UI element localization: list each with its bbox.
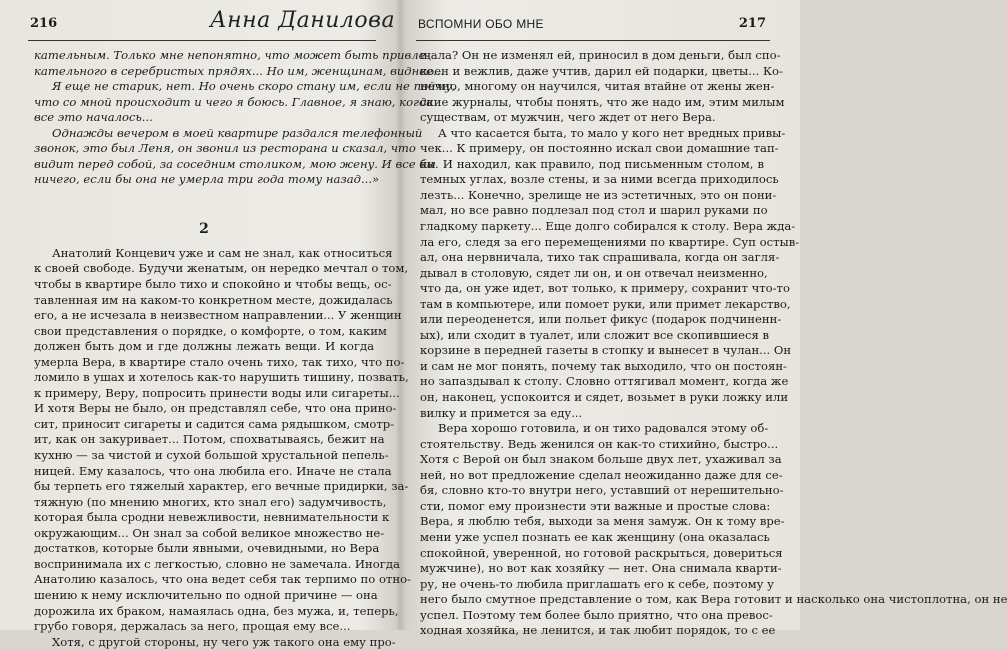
text-line: А что касается быта, то мало у кого нет вредных привы-: [438, 125, 786, 140]
text-line: сти, помог ему произнести эти важные и простые слова:: [420, 498, 771, 513]
text-line: существам, от мужчин, чего ждет от него Вера.: [420, 110, 716, 125]
text-line: ломило в ушах и хотелось как-то нарушить тишину, позвать,: [34, 370, 409, 385]
text-line: Вера хорошо готовила, и он тихо радовался этому об-: [438, 421, 769, 436]
text-line: кательным. Только мне непонятно, что может быть привле-: [34, 48, 430, 62]
right-page-number: 217: [738, 16, 766, 31]
text-line: темных углах, возле стены, и за ними всегда приходилось: [420, 172, 779, 187]
left-page-body: [34, 48, 456, 650]
text-line: Я еще не старик, нет. Но очень скоро стану им, если не пойму,: [52, 79, 456, 94]
text-line: ничего, если бы она не умерла три года тому назад...»: [34, 172, 380, 187]
text-line: коен и вежлив, даже учтив, дарил ей подарки, цветы... Ко-: [420, 63, 783, 78]
text-line: тяжную (по мнению многих, кто знал его) задумчивость,: [34, 494, 387, 509]
text-line: которая была сродни невежливости, невнимательности к: [34, 510, 390, 525]
text-line: кательного в серебристых прядях... Но им, женщинам, виднее...: [34, 63, 445, 78]
header-rule: [416, 40, 770, 41]
left-page: [0, 0, 456, 649]
text-line: его, а не исчезала в неизвестном направлении... У женщин: [34, 308, 402, 323]
text-line: Хотя с Верой он был знаком больше двух лет, ухаживал за: [420, 452, 782, 467]
text-line: ницей. Ему казалось, что она любила его. Иначе не стала: [34, 463, 392, 478]
text-line: нечно, многому он научился, читая втайне от жены жен-: [420, 79, 775, 94]
text-line: сит, приносит сигареты и садится сама рядышком, смотр-: [34, 416, 395, 431]
text-line: звонок, это был Леня, он звонил из ресторана и сказал, что: [34, 141, 416, 156]
text-line: Хотя, с другой стороны, ну чего уж такого она ему про-: [52, 634, 396, 649]
text-line: ней, но вот предложение сделал неожиданно даже для се-: [420, 467, 783, 482]
text-line: грубо говоря, держалась за него, прощая ему все...: [34, 619, 351, 634]
text-line: чтобы в квартире было тихо и спокойно и чтобы вещь, ос-: [34, 277, 392, 292]
text-line: но запаздывал к столу. Словно оттягивал момент, когда же: [420, 374, 789, 389]
header-rule: [28, 40, 376, 41]
text-line: И хотя Веры не было, он представлял себе, что она прино-: [34, 401, 397, 416]
text-line: что да, он уже идет, вот только, к примеру, сохранит что-то: [420, 281, 790, 296]
text-line: умерла Вера, в квартире стало очень тихо, так тихо, что по-: [34, 354, 405, 369]
text-line: ла его, следя за его перемещениями по квартире. Суп остыв-: [420, 234, 800, 249]
text-line: что со мной происходит и чего я боюсь. Главное, я знаю, когда: [34, 94, 434, 109]
text-line: шению к нему исключительно по одной причине — она: [34, 587, 378, 602]
text-line: Анатолий Концевич уже и сам не знал, как относиться: [52, 245, 393, 260]
text-line: Однажды вечером в моей квартире раздался телефонный: [52, 125, 423, 140]
text-line: него было смутное представление о том, как Вера готовит и насколько она чистоплотна, он не: [420, 592, 1007, 607]
text-line: спокойной, уверенной, но готовой раскрыться, довериться: [420, 545, 783, 560]
text-line: дорожила их браком, намаялась одна, без мужа, и, теперь,: [34, 603, 399, 618]
text-line: мужчине), но вот как хозяйку — нет. Она снимала кварти-: [420, 561, 782, 576]
text-line: тавленная им на каком-то конкретном месте, дожидалась: [34, 292, 393, 307]
text-line: бя, словно кто-то внутри него, уставший от нерешительно-: [420, 483, 784, 498]
text-line: он, наконец, успокоится и сядет, возьмет в руки ложку или: [420, 390, 789, 405]
text-line: ру, не очень-то любила приглашать его к себе, поэтому у: [420, 576, 774, 591]
text-line: чек... К примеру, он постоянно искал свои домашние тап-: [420, 141, 779, 156]
text-line: мени уже успел познать ее как женщину (она оказалась: [420, 529, 770, 544]
text-line: воспринимала их с легкостью, словно не замечала. Иногда: [34, 556, 400, 571]
left-page-number: 216: [30, 16, 58, 31]
text-line: мал, но все равно подлезал под стол и шарил руками по: [420, 203, 768, 218]
text-line: бы терпеть его тяжелый характер, его вечные придирки, за-: [34, 479, 409, 494]
right-page: [402, 0, 1007, 638]
text-line: ит, как он закуривает... Потом, спохватываясь, бежит на: [34, 432, 385, 447]
text-line: ходная хозяйка, не ленится, и так любит порядок, то с ее: [420, 623, 776, 638]
text-line: дывал в столовую, сядет ли он, и он отвечал неизменно,: [420, 265, 768, 280]
epigraph: [34, 48, 456, 188]
text-line: ские журналы, чтобы понять, что же надо им, этим милым: [420, 94, 785, 109]
text-line: Вера, я люблю тебя, выходи за меня замуж. Он к тому вре-: [420, 514, 785, 529]
right-text: [420, 48, 1007, 639]
text-line: ал, она нервничала, тихо так спрашивала, когда он загля-: [420, 250, 780, 265]
text-line: успел. Поэтому тем более было приятно, что она превос-: [420, 607, 773, 622]
text-line: к примеру, Веру, попросить принести воды или сигареты...: [34, 385, 400, 400]
text-line: лезть... Конечно, зрелище не из эстетичных, это он пони-: [420, 187, 777, 202]
text-line: Анатолию казалось, что она ведет себя так терпимо по отно-: [34, 572, 411, 587]
text-line: видит перед собой, за соседним столиком, мою жену. И все бы: [34, 156, 436, 171]
left-text: [34, 245, 411, 650]
text-line: вилку и примется за еду...: [420, 405, 583, 420]
text-line: окружающим... Он знал за собой великое множество не-: [34, 525, 385, 540]
right-page-body: [420, 48, 1007, 639]
text-line: достатков, которые были явными, очевидными, но Вера: [34, 541, 380, 556]
text-line: к своей свободе. Будучи женатым, он нередко мечтал о том,: [34, 261, 409, 276]
running-head-author: Анна Данилова: [210, 8, 396, 33]
running-head-title: ВСПОМНИ ОБО МНЕ: [418, 17, 544, 31]
text-line: свои представления о порядке, о комфорте, о том, каким: [34, 323, 387, 338]
text-line: ых), или сходит в туалет, или сложит все скопившиеся в: [420, 327, 770, 342]
text-line: ки. И находил, как правило, под письменным столом, в: [420, 156, 764, 171]
text-line: там в компьютере, или помоет руки, или примет лекарство,: [420, 296, 791, 311]
text-line: и сам не мог понять, почему так выходило, что он постоян-: [420, 358, 787, 373]
chapter-number: 2: [199, 220, 209, 237]
text-line: кухню — за чистой и сухой большой хрустальной пепель-: [34, 448, 389, 463]
text-line: гладкому паркету... Еще долго собирался к столу. Вера жда-: [420, 219, 796, 234]
text-line: должен быть дом и где должны лежать вещи. И когда: [34, 339, 374, 354]
text-line: или переоденется, или польет фикус (подарок подчиненн-: [420, 312, 782, 327]
text-line: щала? Он не изменял ей, приносил в дом деньги, был спо-: [420, 48, 781, 62]
text-line: корзине в передней газеты в стопку и вынесет в чулан... Он: [420, 343, 792, 358]
text-line: стоятельству. Ведь женился он как-то стихийно, быстро...: [420, 436, 779, 451]
text-line: все это началось...: [34, 110, 153, 125]
